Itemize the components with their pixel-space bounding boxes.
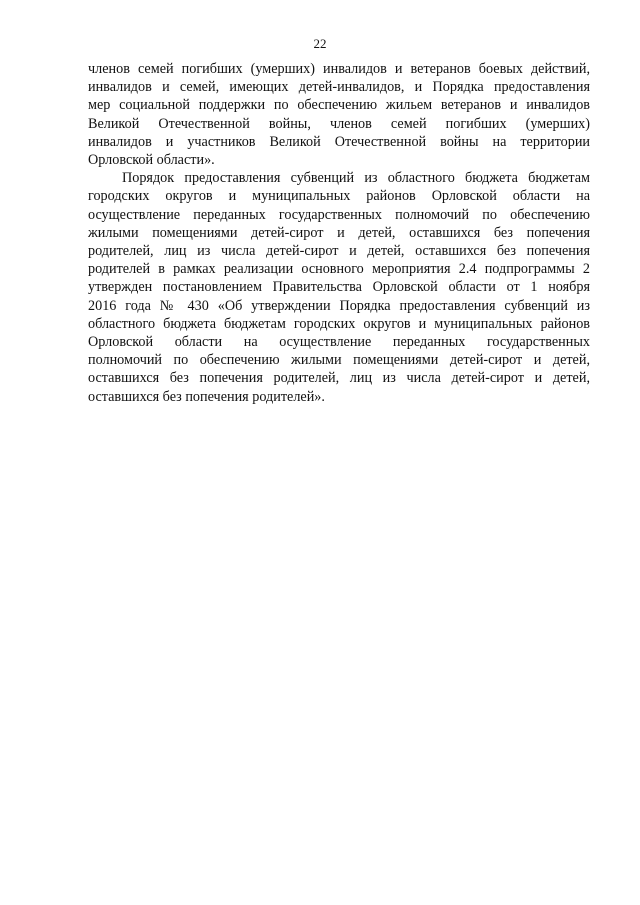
paragraph-line: жилыми помещениями детей-сирот и детей, оставшихся без попечения [88,224,590,241]
paragraph-1 [88,60,590,169]
paragraph-line: областного бюджета бюджетам городских округов и муниципальных районов [88,315,590,332]
paragraph-line: городских округов и муниципальных районов Орловской области на [88,188,590,205]
paragraph-line: Орловской области». [88,152,215,169]
paragraph-line: Великой Отечественной войны, членов семей погибших (умерших) [88,115,590,132]
paragraph-line: мер социальной поддержки по обеспечению жильем ветеранов и инвалидов [88,97,590,114]
paragraph-line: осуществление переданных государственных полномочий по обеспечению [88,206,590,223]
paragraph-line: 2016 года № 430 «Об утверждении Порядка предоставления субвенций из [88,297,590,314]
paragraph-2 [88,169,590,406]
paragraph-line: членов семей погибших (умерших) инвалидов и ветеранов боевых действий, [88,61,590,77]
paragraph-line: оставшихся без попечения родителей». [88,388,325,405]
page-number: 22 [313,36,327,51]
paragraph-line: Орловской области на осуществление переданных государственных [88,334,590,351]
paragraph-line: инвалидов и семей, имеющих детей-инвалидов, и Порядка предоставления [88,79,590,96]
document-body [88,60,590,406]
paragraph-line: оставшихся без попечения родителей, лиц из числа детей-сирот и детей, [88,370,590,387]
paragraph-line: родителей, лиц из числа детей-сирот и детей, оставшихся без попечения [88,243,590,260]
paragraph-line: родителей в рамках реализации основного мероприятия 2.4 подпрограммы 2 [88,261,590,278]
paragraph-line: Порядок предоставления субвенций из областного бюджета бюджетам [122,170,590,187]
paragraph-line: утвержден постановлением Правительства Орловской области от 1 ноября [88,279,590,296]
paragraph-line: полномочий по обеспечению жилыми помещениями детей-сирот и детей, [88,352,590,369]
paragraph-line: инвалидов и участников Великой Отечественной войны на территории [88,133,590,150]
